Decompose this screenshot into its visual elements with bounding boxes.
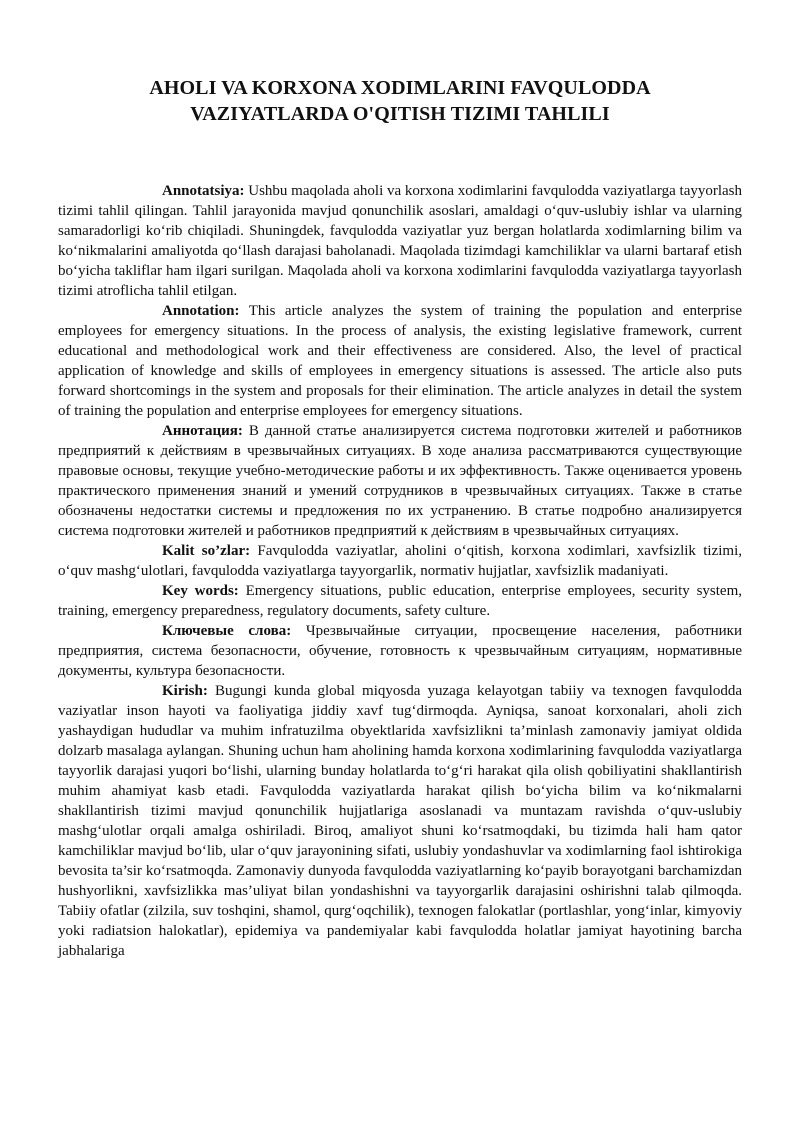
abstract-uz-text: Ushbu maqolada aholi va korxona xodimlarini favqulodda vaziyatlarga tayyorlash tizimi tahlil qilingan. Tahlil jarayonida mavjud qonunchilik asoslari, amaldagi o‘quv-uslubiy ishlar va ularning samaradorligi ko‘rib chiqiladi. Shuningdek, favqulodda vaziyatlar yuz bergan holatlarda xodimlarning bilim va ko‘nikmalarini amaliyotda qo‘llash darajasi baholanadi. Maqolada tizimdagi kamchiliklar va ularni bartaraf etish bo‘yicha takliflar ham ilgari surilgan. Maqolada aholi va korxona xodimlarini favqulodda vaziyatlarga tayyorlash tizimi atroflicha tahlil etilgan. [58,183,743,299]
title-line-2: VAZIYATLARDA O'QITISH TIZIMI TAHLILI [190,103,610,125]
abstract-en-label: Annotation: [162,303,240,319]
paper-title [58,75,742,127]
abstract-en-text: This article analyzes the system of training the population and enterprise employees for emergency situations. In the process of analysis, the existing legislative framework, current educational and methodological work and their effectiveness are considered. Also, the level of practical application of knowledge and skills of employees in emergency situations is assessed. The article also puts forward shortcomings in the system and proposals for their elimination. The article analyzes in detail the system of training the population and enterprise employees for emergency situations. [58,303,742,419]
keywords-uz [58,541,742,581]
abstract-ru [58,421,742,541]
introduction-label: Kirish: [162,683,208,699]
introduction [58,681,742,961]
keywords-en [58,581,742,621]
abstract-ru-label: Аннотация: [162,423,243,439]
keywords-ru-label: Ключевые слова: [162,623,292,639]
keywords-uz-label: Kalit so’zlar: [162,543,251,559]
title-line-1: AHOLI VA KORXONA XODIMLARINI FAVQULODDA [149,77,651,99]
paper-page [58,0,742,961]
abstract-uz-label: Annotatsiya: [162,183,245,199]
abstract-uz [58,181,742,301]
keywords-uz-text: Favqulodda vaziyatlar, aholini o‘qitish, korxona xodimlari, xavfsizlik tizimi, o‘quv mashg‘ulotlari, favqulodda vaziyatlarga tayyorgarlik, normativ hujjatlar, xavfsizlik madaniyati. [58,543,742,579]
keywords-ru [58,621,742,681]
keywords-en-text: Emergency situations, public education, enterprise employees, security system, training, emergency preparedness, regulatory documents, safety culture. [58,583,742,619]
keywords-en-label: Key words: [162,583,239,599]
introduction-text: Bugungi kunda global miqyosda yuzaga kelayotgan tabiiy va texnogen favqulodda vaziyatlar inson hayoti va faoliyatiga jiddiy xavf tug‘dirmoqda. Ayniqsa, sanoat korxonalari, aholi zich yashaydigan hududlar va muhim infratuzilma obyektlarida xavfsizlikni ta’minlash zamonaviy jamiyat oldida dolzarb masalaga aylangan. Shuning uchun ham aholining hamda korxona xodimlarining favqulodda vaziyatlarga tayyorlik darajasi yuqori bo‘lishi, ularning bunday holatlarda to‘g‘ri harakat qila olish qobiliyatini shakllantirish muhim ahamiyat kasb etadi. Favqulodda vaziyatlarda harakat qilish bo‘yicha bilim va ko‘nikmalarni shakllantirish tizimi mavjud qonunchilik hujjatlariga asoslanadi va muntazam ravishda o‘quv-uslubiy mashg‘ulotlar orqali amalga oshiriladi. Biroq, amaliyot shuni ko‘rsatmoqdaki, bu tizimda hali ham qator kamchiliklar mavjud bo‘lib, ular o‘quv jarayonining sifati, uslubiy yondashuvlar va xodimlarning faol ishtirokiga bevosita ta’sir ko‘rsatmoqda. Zamonaviy dunyoda favqulodda vaziyatlarning ko‘payib borayotgani barchamizdan hushyorlikni, xavfsizlikka mas’uliyat bilan yondashishni va tayyorgarlik darajasini oshirishni talab qilmoqda. Tabiiy ofatlar (zilzila, suv toshqini, shamol, qurg‘oqchilik), texnogen falokatlar (portlashlar, yong‘inlar, kimyoviy yoki radiatsion halokatlar), epidemiya va pandemiyalar kabi favqulodda holatlar jamiyat hayotining barcha jabhalariga [58,683,742,959]
paper-body [58,181,742,961]
abstract-en [58,301,742,421]
abstract-ru-text: В данной статье анализируется система подготовки жителей и работников предприятий к действиям в чрезвычайных ситуациях. В ходе анализа рассматриваются существующие правовые основы, текущие учебно-методические работы и их эффективность. Также оценивается уровень практического применения знаний и умений сотрудников в чрезвычайных ситуациях. Также в статье обозначены недостатки системы и предложения по их устранению. В статье подробно анализируется система подготовки жителей и работников предприятий к действиям в чрезвычайных ситуациях. [58,423,742,539]
keywords-ru-text: Чрезвычайные ситуации, просвещение населения, работники предприятия, система безопасности, обучение, готовность к чрезвычайным ситуациям, нормативные документы, культура безопасности. [58,623,742,679]
